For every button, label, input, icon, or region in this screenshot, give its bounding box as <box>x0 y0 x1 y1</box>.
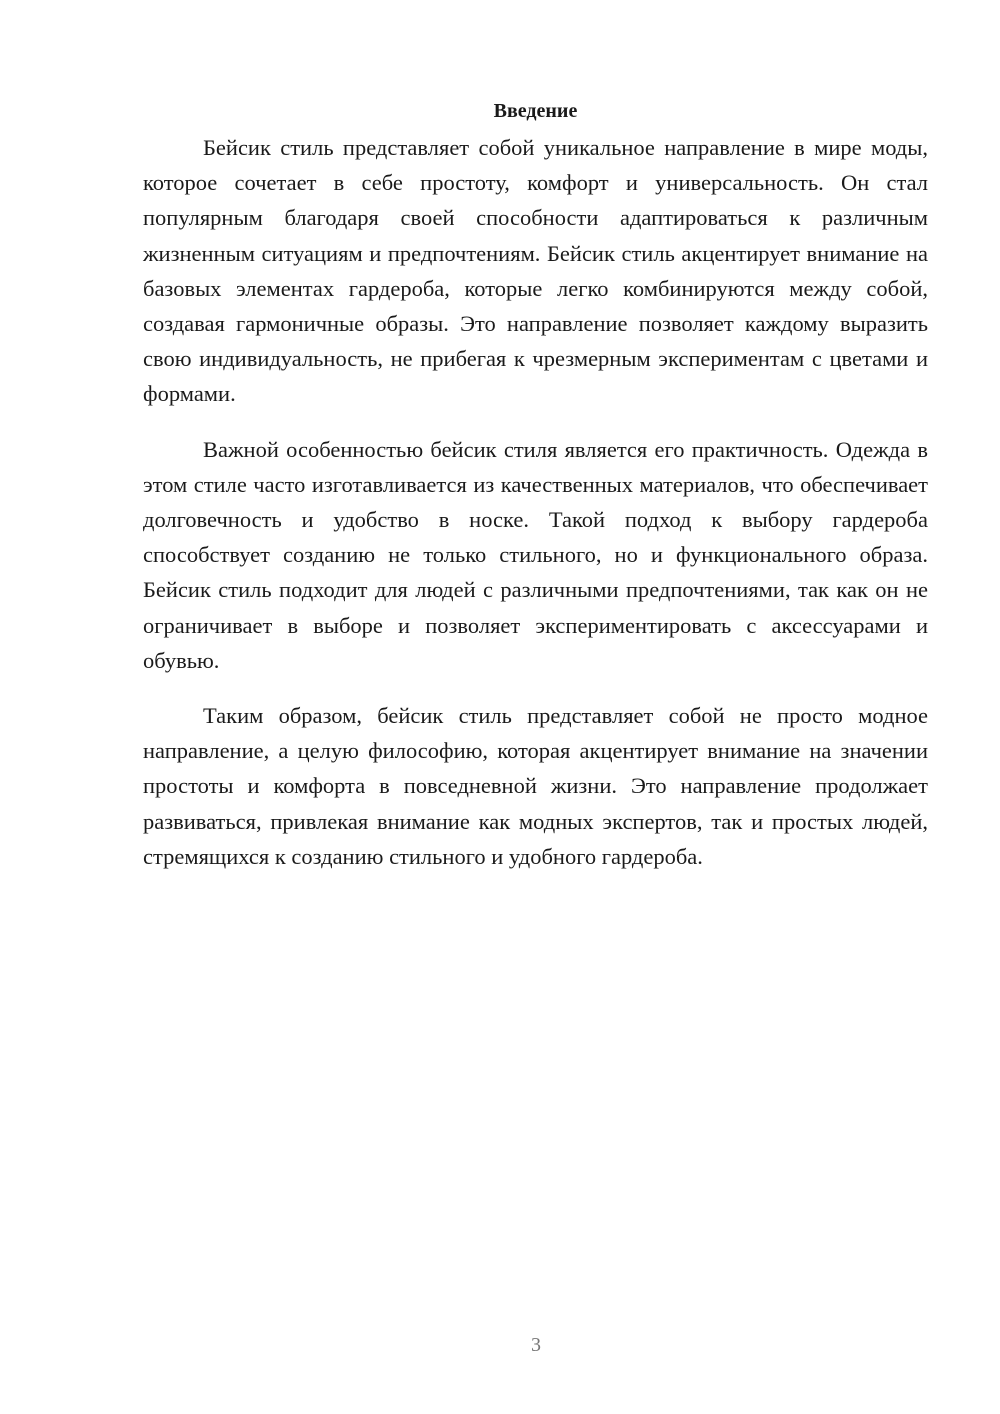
paragraph-1: Бейсик стиль представляет собой уникальное направление в мире моды, которое сочетает в себе простоту, комфорт и универсальность. Он стал популярным благодаря своей способности адаптироваться к различным жизненным ситуациям и предпочтениям. Бейсик стиль акцентирует внимание на базовых элементах гардероба, которые легко комбинируются между собой, создавая гармоничные образы. Это направление позволяет каждому выразить свою индивидуальность, не прибегая к чрезмерным экспериментам с цветами и формами. <box>143 135 928 407</box>
page-content <box>143 96 928 894</box>
paragraph-2: Важной особенностью бейсик стиля является его практичность. Одежда в этом стиле часто изготавливается из качественных материалов, что обеспечивает долговечность и удобство в носке. Такой подход к выбору гардероба способствует созданию не только стильного, но и функционального образа. Бейсик стиль подходит для людей с различными предпочтениями, так как он не ограничивает в выборе и позволяет экспериментировать с аксессуарами и обувью. <box>143 436 928 673</box>
section-heading: Введение <box>493 100 578 122</box>
paragraph-3: Таким образом, бейсик стиль представляет собой не просто модное направление, а целую философию, которая акцентирует внимание на значении простоты и комфорта в повседневной жизни. Это направление продолжает развиваться, привлекая внимание как модных экспертов, так и простых людей, стремящихся к созданию стильного и удобного гардероба. <box>143 703 928 869</box>
page-number: 3 <box>531 1334 541 1356</box>
